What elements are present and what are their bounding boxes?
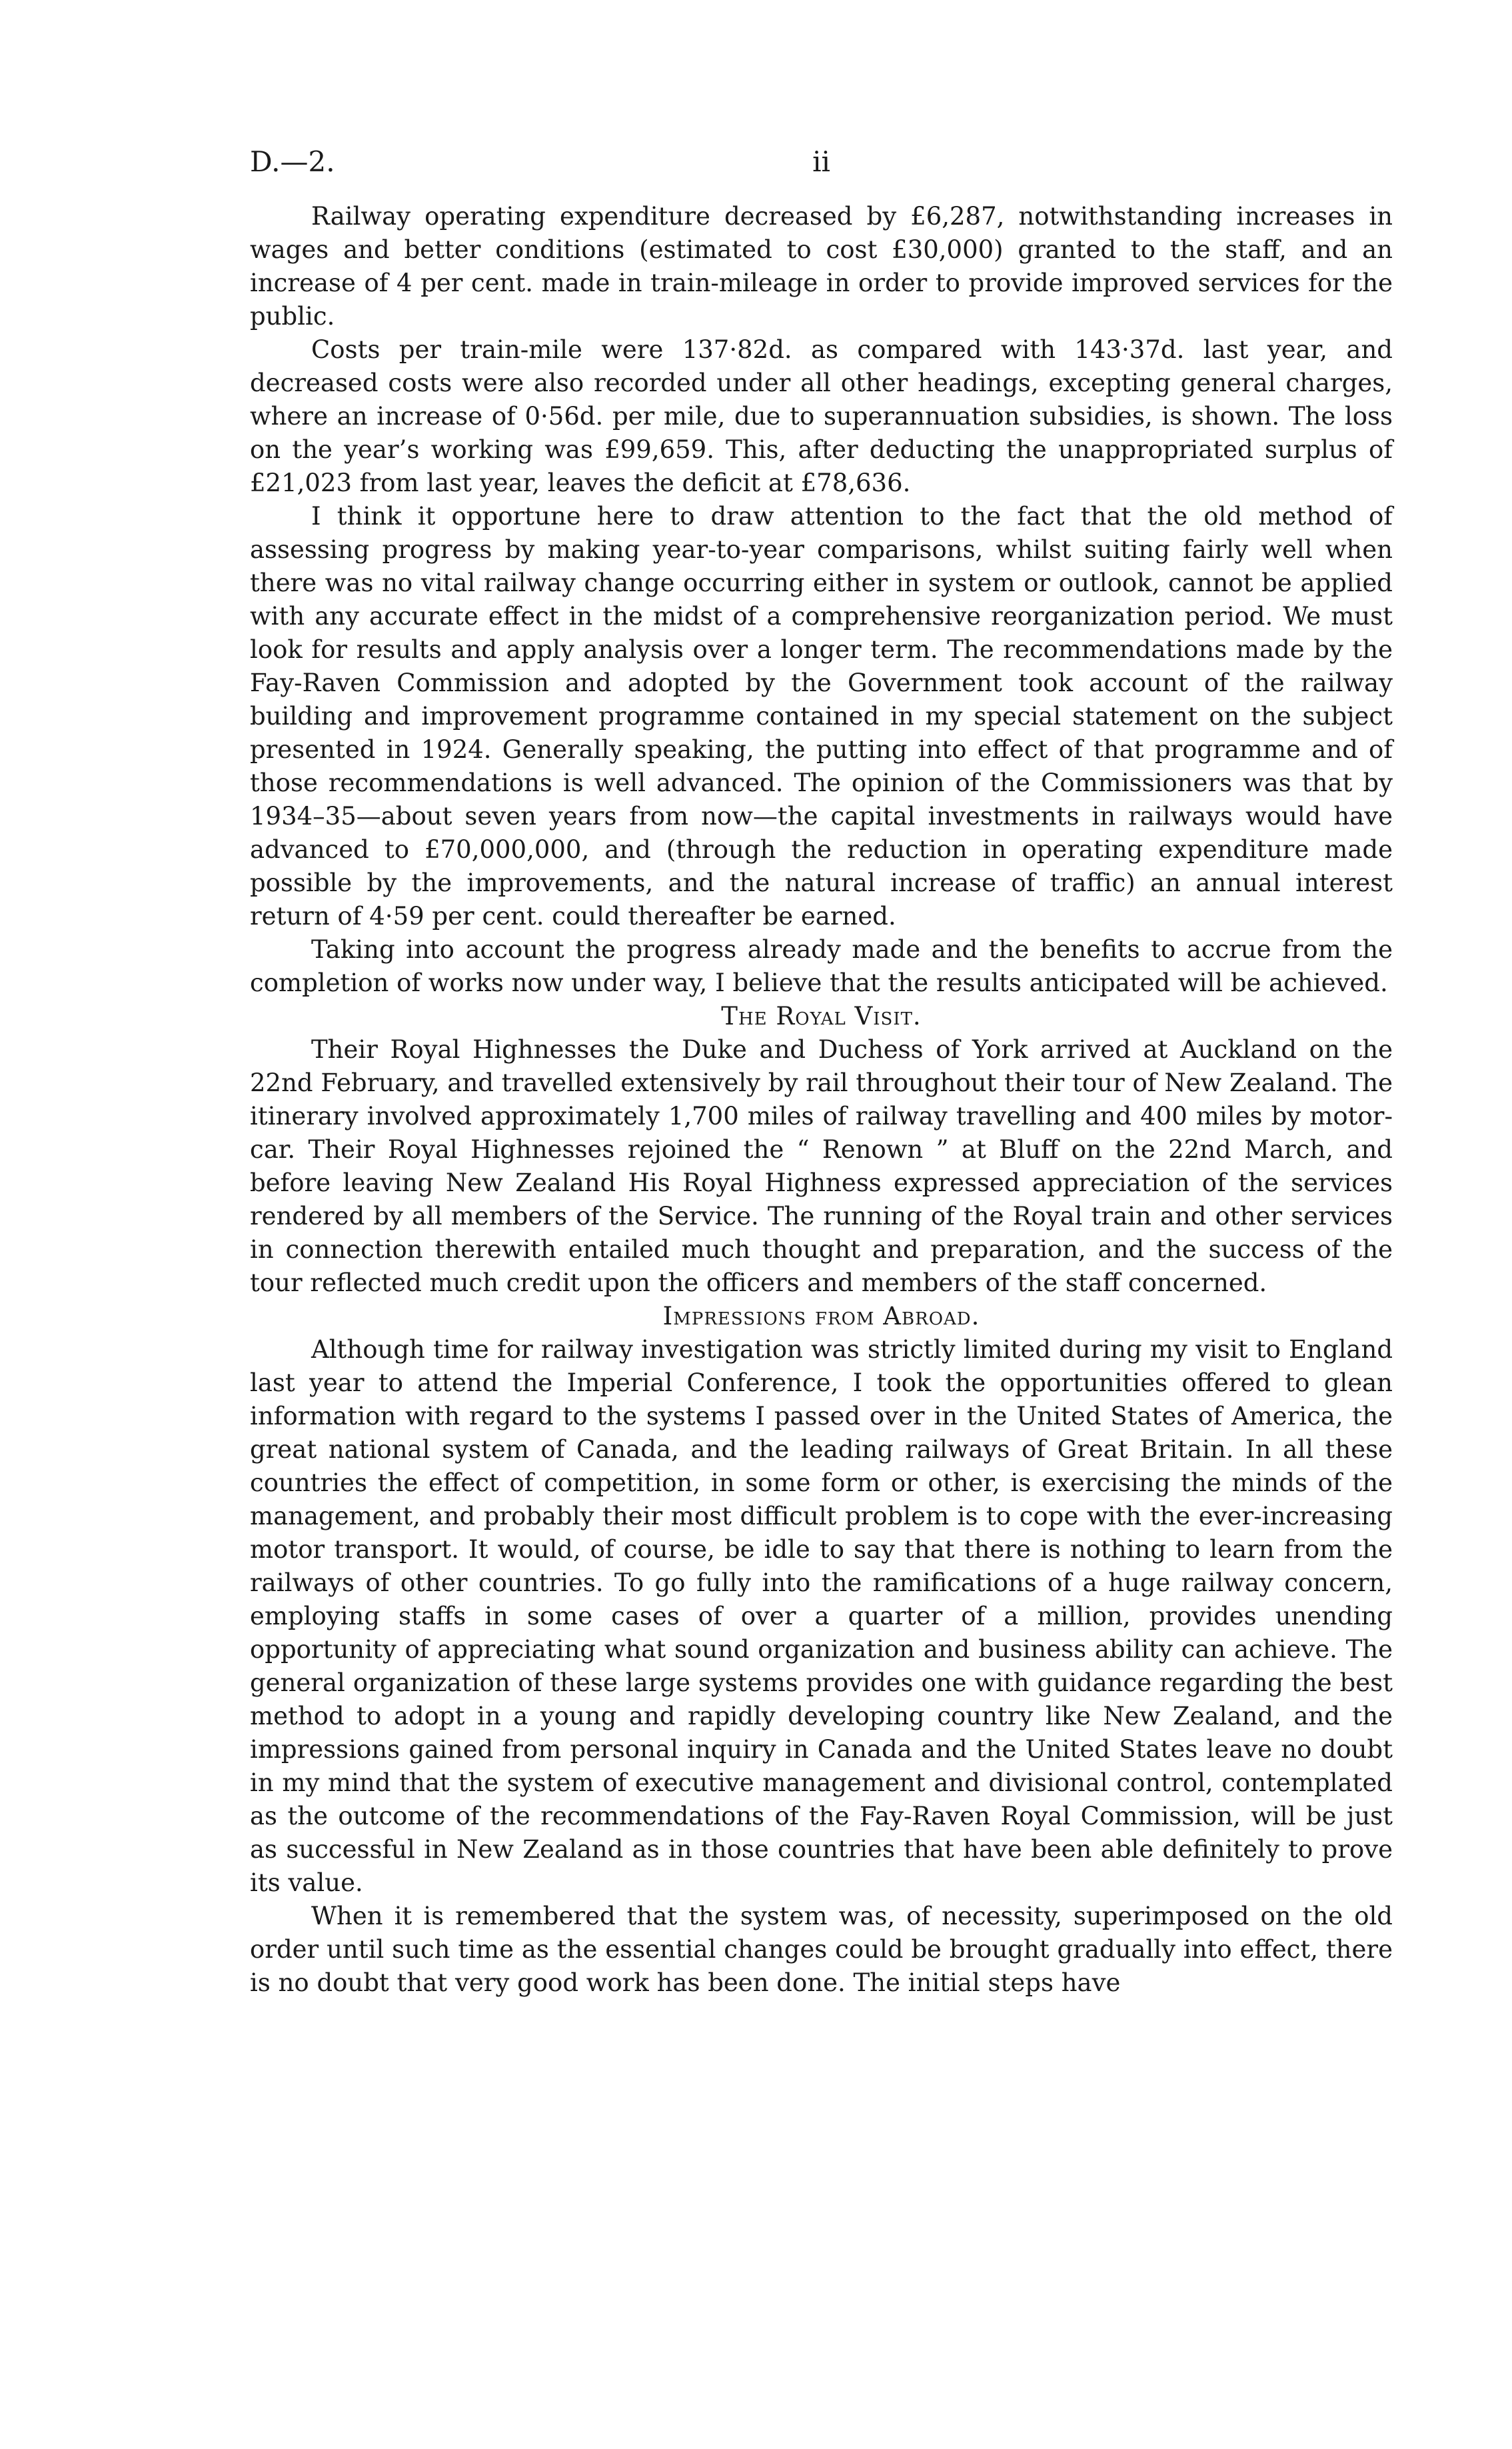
- paragraph-impressions-abroad: Although time for railway investigation was strictly limited during my visit to England last year to attend the Imperial Conference, I took the opportunities offered to glean information with regard to the systems I passed over in the United States of America, the great national system of Canada, and the leading railways of Great Britain. In all these countries the effect of competition, in some form or other, is exercising the minds of the management, and probably their most difficult problem is to cope with the ever-increasing motor transport. It would, of course, be idle to say that there is nothing to learn from the railways of other countries. To go fully into the ramifications of a huge railway concern, employing staffs in some cases of over a quarter of a million, provides unending opportunity of appreciating what sound organization and business ability can achieve. The general organization of these large systems provides one with guidance regarding the best method to adopt in a young and rapidly developing country like New Zealand, and the impressions gained from personal inquiry in Canada and the United States leave no doubt in my mind that the system of executive management and divisional control, contemplated as the outcome of the recommendations of the Fay-Raven Royal Commission, will be just as successful in New Zealand as in those countries that have been able definitely to prove its value.: [250, 1335, 1393, 1897]
- document-code: D.—2.: [250, 145, 335, 178]
- heading-impressions-from-abroad: Impressions from Abroad.: [662, 1302, 980, 1330]
- paragraph-assessing-progress: I think it opportune here to draw attention to the fact that the old method of assessing progress by making year-to-year comparisons, whilst suiting fairly well when there was no vital railway change occurring either in system or outlook, cannot be applied with any accurate effect in the midst of a comprehensive reorganization period. We must look for results and apply analysis over a longer term. The recommendations made by the Fay-Raven Commission and adopted by the Government took account of the railway building and improvement programme contained in my special statement on the subject presented in 1924. Generally speaking, the putting into effect of that programme and of those recommendations is well advanced. The opinion of the Commissioners was that by 1934–35—about seven years from now—the capital investments in railways would have advanced to £70,000,000, and (through the reduction in operating expenditure made possible by the improvements, and the natural increase of traffic) an annual interest return of 4·59 per cent. could thereafter be earned.: [250, 502, 1393, 931]
- paragraph-royal-visit: Their Royal Highnesses the Duke and Duchess of York arrived at Auckland on the 22nd February, and travelled extensively by rail throughout their tour of New Zealand. The itinerary involved approximately 1,700 miles of railway travelling and 400 miles by motor-car. Their Royal Highnesses rejoined the “ Renown ” at Bluff on the 22nd March, and before leaving New Zealand His Royal Highness expressed appreciation of the services rendered by all members of the Service. The running of the Royal train and other services in connection therewith entailed much thought and preparation, and the success of the tour reflected much credit upon the officers and members of the staff concerned.: [250, 1035, 1393, 1297]
- page-number: ii: [812, 145, 830, 178]
- paragraph-results-anticipated: Taking into account the progress already made and the benefits to accrue from the completion of works now under way, I believe that the results anticipated will be achieved.: [250, 935, 1393, 997]
- heading-royal-visit: The Royal Visit.: [721, 1002, 922, 1031]
- page-header: [250, 145, 1393, 185]
- paragraph-good-work-done: When it is remembered that the system was, of necessity, superimposed on the old order until such time as the essential changes could be brought gradually into effect, there is no doubt that very good work has been done. The initial steps have: [250, 1902, 1393, 1997]
- paragraph-operating-expenditure: Railway operating expenditure decreased by £6,287, notwithstanding increases in wages and better conditions (estimated to cost £30,000) granted to the staff, and an increase of 4 per cent. made in train-mileage in order to provide improved services for the public.: [250, 202, 1393, 331]
- body-text: [250, 200, 1393, 2000]
- paragraph-costs-per-train-mile: Costs per train-mile were 137·82d. as compared with 143·37d. last year, and decreased costs were also recorded under all other headings, excepting general charges, where an increase of 0·56d. per mile, due to superannuation subsidies, is shown. The loss on the year’s working was £99,659. This, after deducting the unappropriated surplus of £21,023 from last year, leaves the deficit at £78,636.: [250, 335, 1393, 497]
